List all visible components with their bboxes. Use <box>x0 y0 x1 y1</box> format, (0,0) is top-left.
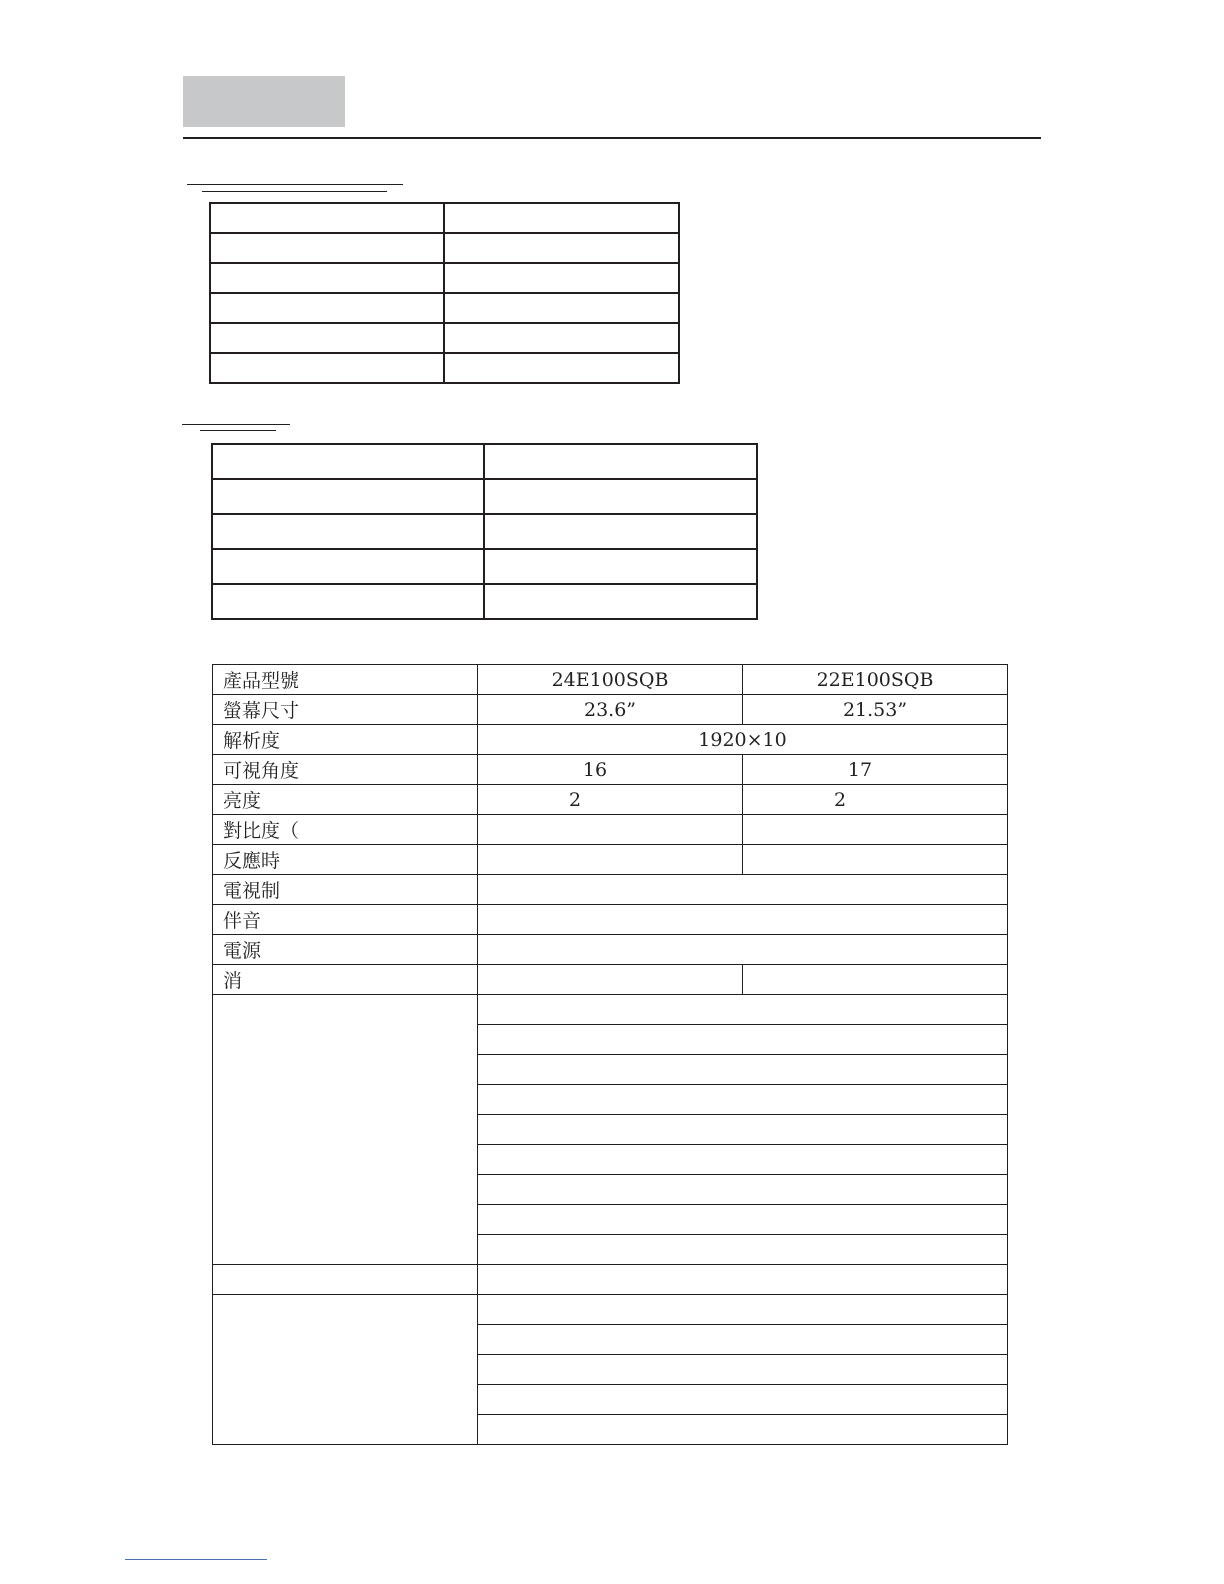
spec-value-shared <box>478 1295 1008 1325</box>
spec-row-brightness <box>213 785 1008 815</box>
table-cell <box>210 323 444 353</box>
section-1-underline-inner <box>202 191 387 192</box>
table-row <box>212 444 757 479</box>
spec-value-shared <box>478 1205 1008 1235</box>
spec-label: 反應時 <box>213 845 478 875</box>
spec-value-24-text: 2 <box>568 788 582 811</box>
spec-label: 產品型號 <box>213 665 478 695</box>
spec-value-22-text: 21.53” <box>842 698 908 721</box>
table-cell <box>484 479 757 514</box>
table-cell <box>212 514 484 549</box>
table-cell <box>444 203 679 233</box>
spec-value-24-text: 16 <box>582 758 608 781</box>
spec-value-22: 22E100SQB <box>743 665 1008 695</box>
table-cell <box>210 353 444 383</box>
spec-label: 電視制 <box>213 875 478 905</box>
spec-value-shared <box>478 1355 1008 1385</box>
spec-value-shared <box>478 905 1008 935</box>
spec-value-shared <box>478 1115 1008 1145</box>
table-cell <box>212 479 484 514</box>
spec-label: 螢幕尺寸 <box>213 695 478 725</box>
spec-value-22-text: 2 <box>833 788 847 811</box>
spec-row-response-time <box>213 845 1008 875</box>
header-rule <box>183 137 1041 139</box>
table-cell <box>212 584 484 619</box>
table-cell <box>212 444 484 479</box>
table-cell <box>444 233 679 263</box>
spec-label: 消 <box>213 965 478 995</box>
spec-value-24 <box>478 845 743 875</box>
spec-group-label <box>213 1295 478 1445</box>
table-cell <box>444 353 679 383</box>
spec-value-shared: 1920×10 <box>478 725 1008 755</box>
spec-row-audio <box>213 905 1008 935</box>
spec-label <box>213 1265 478 1295</box>
spec-label: 伴音 <box>213 905 478 935</box>
spec-row-model <box>213 665 1008 695</box>
spec-value-shared <box>478 1055 1008 1085</box>
spec-row-group-b <box>213 1295 1008 1325</box>
table-cell <box>484 549 757 584</box>
spec-row-power <box>213 935 1008 965</box>
spec-label: 亮度 <box>213 785 478 815</box>
spec-value-24-text: 23.6” <box>583 698 637 721</box>
table-cell <box>210 263 444 293</box>
spec-value-24 <box>478 755 743 785</box>
spec-group-label <box>213 995 478 1265</box>
spec-label: 對比度（ <box>213 815 478 845</box>
table-cell <box>484 584 757 619</box>
table-row <box>210 353 679 383</box>
table-row <box>210 233 679 263</box>
spec-value-shared <box>478 1145 1008 1175</box>
spec-value-shared <box>478 1025 1008 1055</box>
table-row <box>210 293 679 323</box>
accessory-table <box>209 202 680 384</box>
section-2-underline-inner <box>200 430 276 431</box>
table-row <box>210 203 679 233</box>
spec-row-tv-system <box>213 875 1008 905</box>
table-cell <box>210 203 444 233</box>
spec-value-shared <box>478 995 1008 1025</box>
table-row <box>212 549 757 584</box>
spec-value-shared <box>478 1175 1008 1205</box>
table-cell <box>444 293 679 323</box>
spec-value-22 <box>743 965 1008 995</box>
table-row <box>210 323 679 353</box>
section-2-underline <box>182 424 290 425</box>
spec-row-resolution <box>213 725 1008 755</box>
table-row <box>212 479 757 514</box>
spec-value-24 <box>478 965 743 995</box>
spec-table <box>212 664 1008 1445</box>
spec-value-shared <box>478 1415 1008 1445</box>
spec-value-24: 24E100SQB <box>478 665 743 695</box>
spec-row-consumption <box>213 965 1008 995</box>
spec-value-22 <box>743 815 1008 845</box>
spec-value-24 <box>478 695 743 725</box>
spec-row-viewing-angle <box>213 755 1008 785</box>
header-tab-block <box>183 76 345 127</box>
table-cell <box>210 233 444 263</box>
table-cell <box>484 444 757 479</box>
spec-row-contrast <box>213 815 1008 845</box>
spec-value-22-text: 17 <box>847 758 873 781</box>
spec-value-22 <box>743 755 1008 785</box>
table-cell <box>444 263 679 293</box>
spec-value-shared <box>478 1385 1008 1415</box>
spec-value-shared <box>478 1325 1008 1355</box>
spec-value-shared <box>478 875 1008 905</box>
table-row <box>212 584 757 619</box>
table-row <box>210 263 679 293</box>
table-cell <box>212 549 484 584</box>
spec-value-shared <box>478 1235 1008 1265</box>
spec-value-22 <box>743 845 1008 875</box>
spec-value-22 <box>743 695 1008 725</box>
table-cell <box>444 323 679 353</box>
spec-label: 解析度 <box>213 725 478 755</box>
spec-row-group-a <box>213 995 1008 1025</box>
section-1-underline <box>187 184 403 185</box>
spec-label: 電源 <box>213 935 478 965</box>
spec-value-shared <box>478 1085 1008 1115</box>
table-cell <box>484 514 757 549</box>
spec-row-screen-size <box>213 695 1008 725</box>
spec-value-24 <box>478 815 743 845</box>
spec-value-22 <box>743 785 1008 815</box>
spec-value-shared <box>478 935 1008 965</box>
spec-value-24 <box>478 785 743 815</box>
spec-label: 可視角度 <box>213 755 478 785</box>
input-table <box>211 443 758 620</box>
spec-row-single <box>213 1265 1008 1295</box>
table-cell <box>210 293 444 323</box>
spec-value-shared <box>478 1265 1008 1295</box>
footer-link-underline <box>125 1559 267 1560</box>
table-row <box>212 514 757 549</box>
